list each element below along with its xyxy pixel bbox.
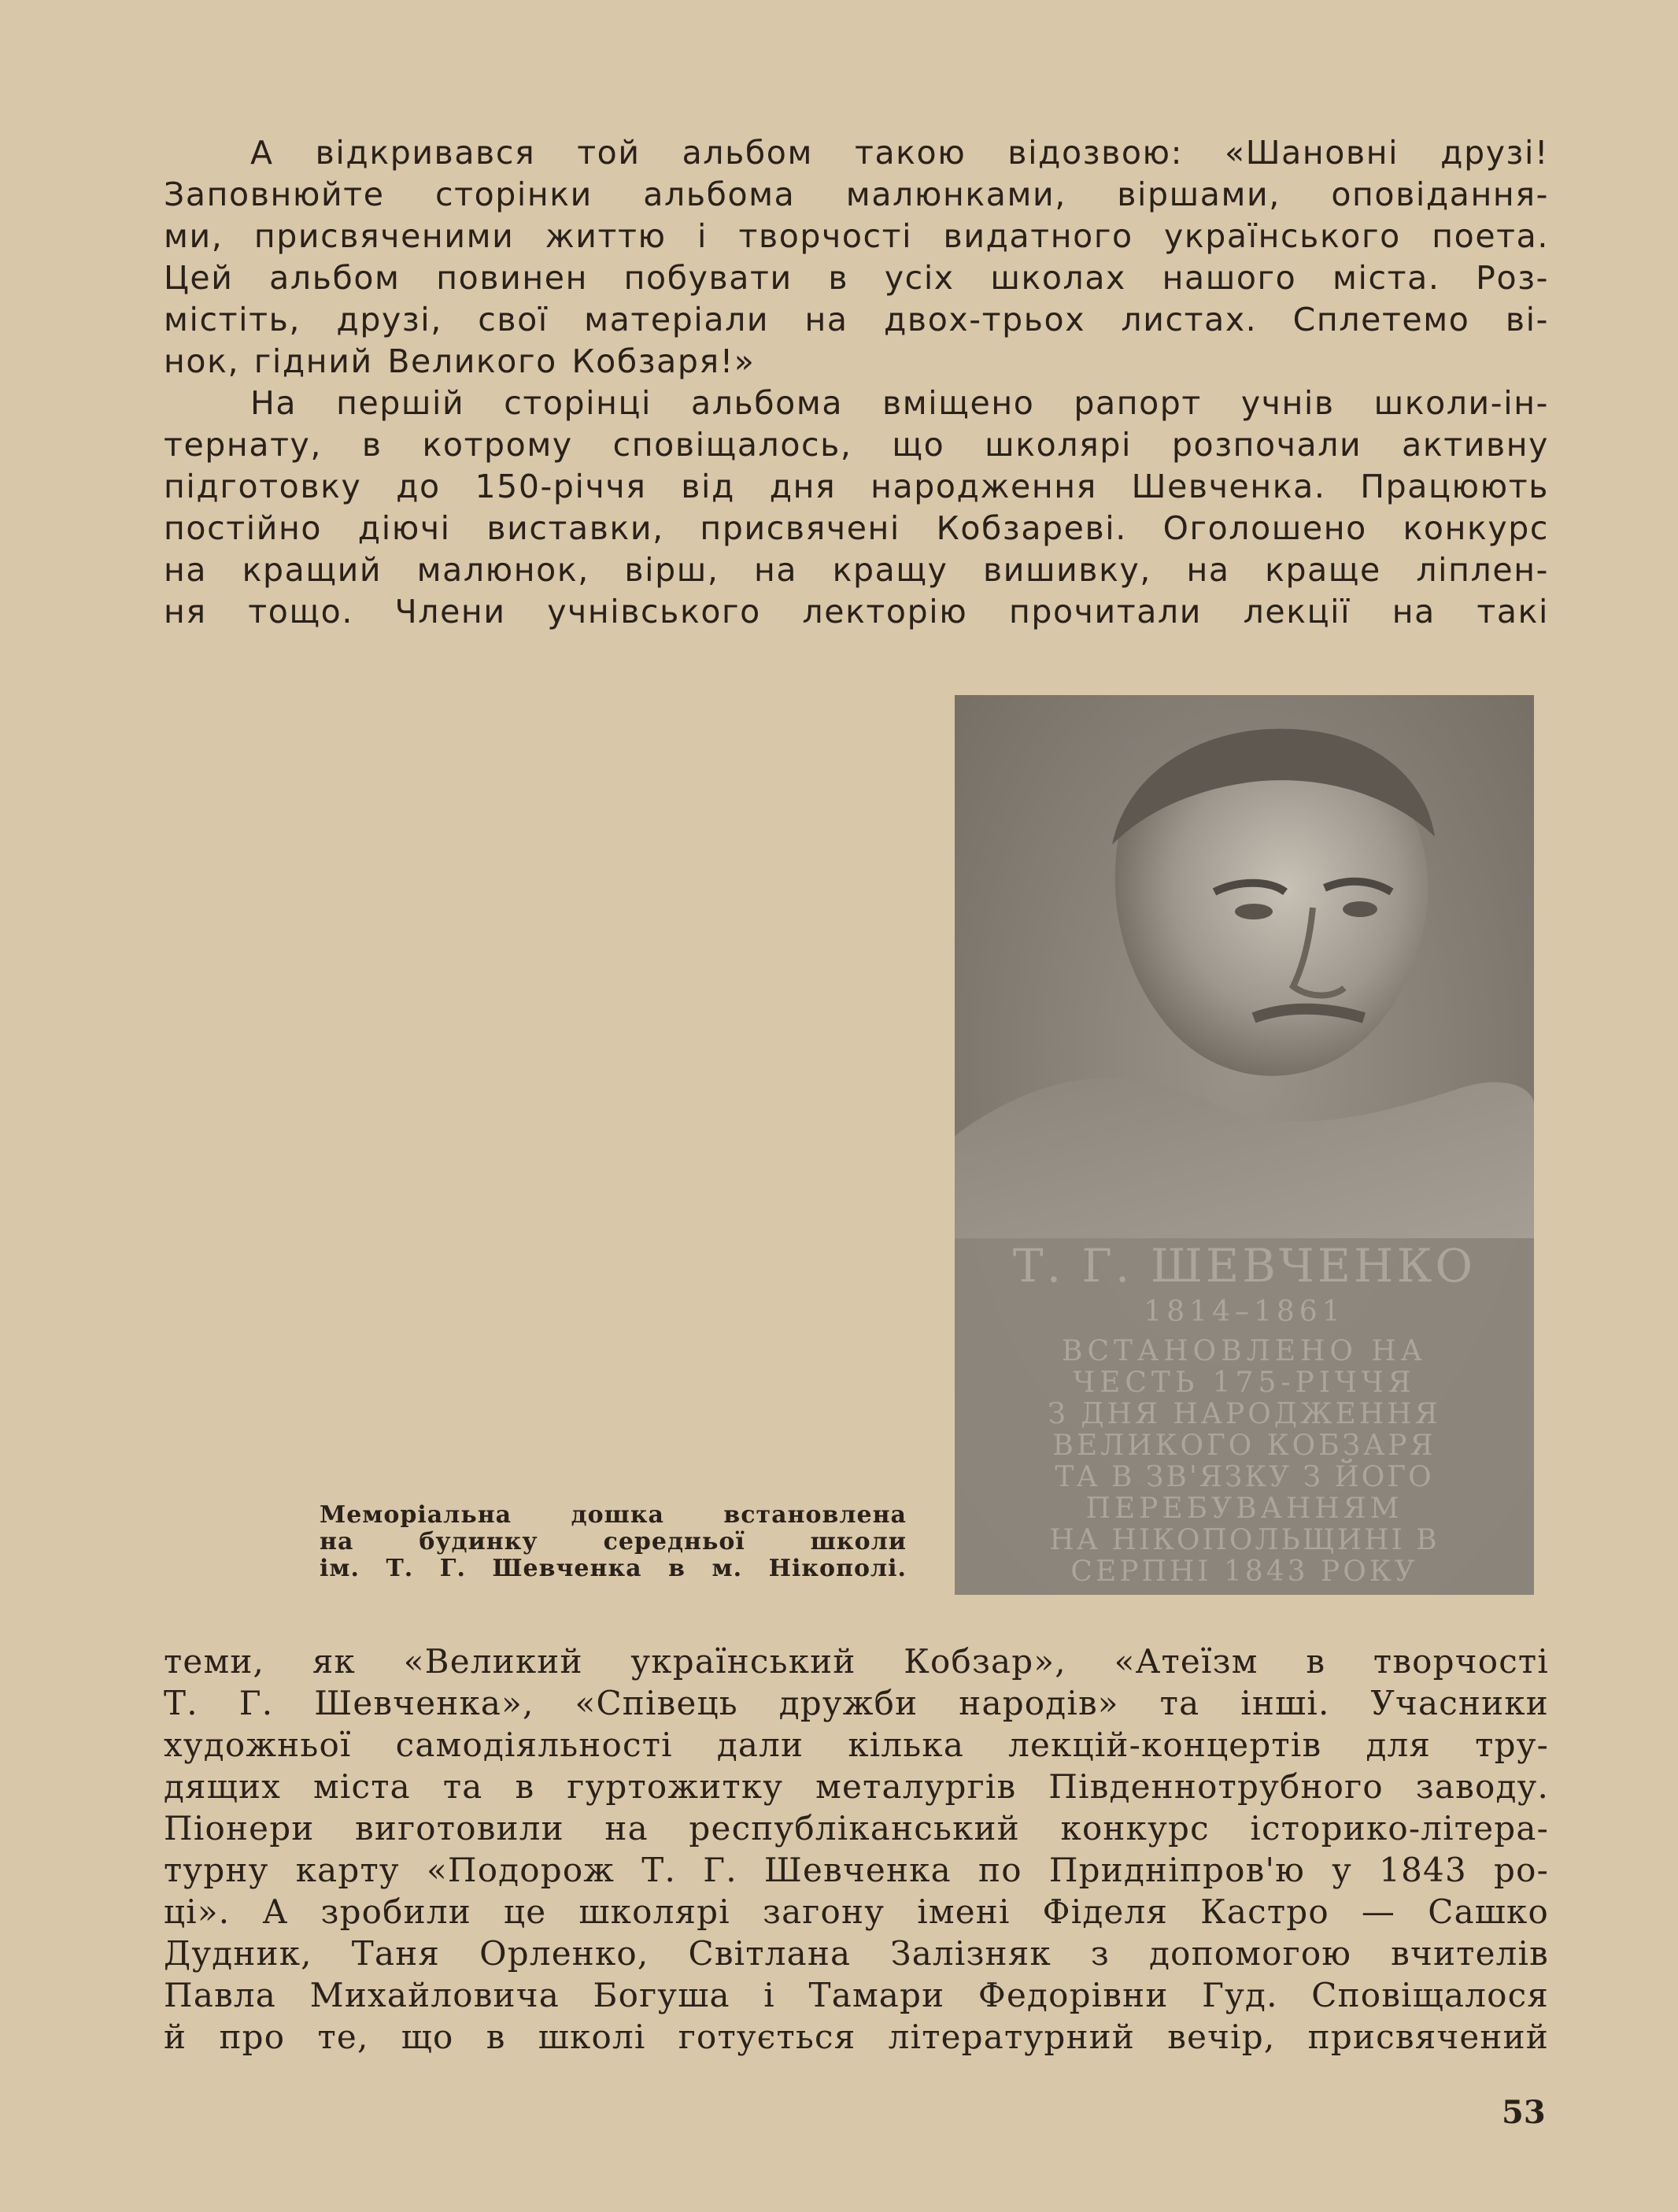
caption-line: Меморіальна дошка встановлена xyxy=(320,1501,907,1529)
text-line: На першій сторінці альбома вміщено рапорт учнів школи-ін- xyxy=(250,384,1549,422)
plaque-line: Т. Г. ШЕВЧЕНКО xyxy=(1012,1239,1477,1293)
text-line: на кращий малюнок, вірш, на кращу вишивку, на краще ліплен- xyxy=(164,551,1549,589)
plaque-line: ПЕРЕБУВАННЯМ xyxy=(1085,1493,1403,1525)
bottom-text-block xyxy=(164,1641,1549,2058)
memorial-plaque-photo xyxy=(955,695,1534,1595)
text-line: Цей альбом повинен побувати в усіх школах нашого міста. Роз- xyxy=(164,259,1549,297)
text-line: ми, присвяченими життю і творчості видатного українського поета. xyxy=(164,217,1549,255)
text-line: Дудник, Таня Орленко, Світлана Залізняк з допомогою вчителів xyxy=(164,1934,1549,1973)
top-text-block xyxy=(164,132,1549,633)
text-line: й про те, що в школі готується літературний вечір, присвячений xyxy=(164,2018,1549,2056)
plaque-line: ВЕЛИКОГО КОБЗАРЯ xyxy=(1052,1430,1436,1462)
text-line: Заповнюйте сторінки альбома малюнками, віршами, оповідання- xyxy=(164,176,1549,213)
text-line: турну карту «Подорож Т. Г. Шевченка по Придніпров'ю у 1843 ро- xyxy=(164,1851,1549,1889)
text-line: дящих міста та в гуртожитку металургів Південнотрубного заводу. xyxy=(164,1767,1549,1806)
text-line: тернату, в котрому сповіщалось, що школярі розпочали активну xyxy=(164,426,1549,464)
text-line: постійно діючі виставки, присвячені Кобзареві. Оголошено конкурс xyxy=(164,509,1549,547)
caption-line: на будинку середньої школи xyxy=(320,1528,907,1555)
text-line: нок, гідний Великого Кобзаря!» xyxy=(164,342,756,380)
text-line: ці». А зробили це школярі загону імені Фіделя Кастро — Сашко xyxy=(164,1892,1549,1931)
caption-line: ім. Т. Г. Шевченка в м. Нікополі. xyxy=(320,1555,907,1582)
plaque-line: ВСТАНОВЛЕНО НА xyxy=(1062,1335,1427,1367)
figure-caption xyxy=(320,1502,907,1582)
plaque-line: З ДНЯ НАРОДЖЕННЯ xyxy=(1048,1398,1441,1430)
plaque-line: НА НІКОПОЛЬЩИНІ В xyxy=(1049,1524,1440,1556)
plaque-photo-svg xyxy=(955,695,1534,1595)
plaque-line: 1814–1861 xyxy=(1144,1296,1345,1328)
text-line: теми, як «Великий український Кобзар», «Атеїзм в творчості xyxy=(164,1642,1549,1681)
plaque-line: СЕРПНІ 1843 РОКУ xyxy=(1070,1555,1418,1588)
text-line: Піонери виготовили на республіканський конкурс історико-літера- xyxy=(164,1809,1549,1848)
text-line: Павла Михайловича Богуша і Тамари Федорівни Гуд. Сповіщалося xyxy=(164,1976,1549,2014)
plaque-line: ЧЕСТЬ 175-РІЧЧЯ xyxy=(1073,1367,1416,1399)
text-line: містіть, друзі, свої матеріали на двох-трьох листах. Сплетемо ві- xyxy=(164,301,1549,338)
text-line: Т. Г. Шевченка», «Співець дружби народів» та інші. Учасники xyxy=(164,1684,1549,1722)
text-line: А відкривався той альбом такою відозвою: «Шановні друзі! xyxy=(250,134,1549,172)
text-line: підготовку до 150-річчя від дня народження Шевченка. Працюють xyxy=(164,468,1549,505)
text-line: ня тощо. Члени учнівського лекторію прочитали лекції на такі xyxy=(164,593,1549,631)
page-number: 53 xyxy=(1502,2094,1546,2131)
plaque-line: ТА В ЗВ'ЯЗКУ З ЙОГО xyxy=(1055,1461,1434,1493)
text-line: художньої самодіяльності дали кілька лекцій-концертів для тру- xyxy=(164,1726,1549,1764)
